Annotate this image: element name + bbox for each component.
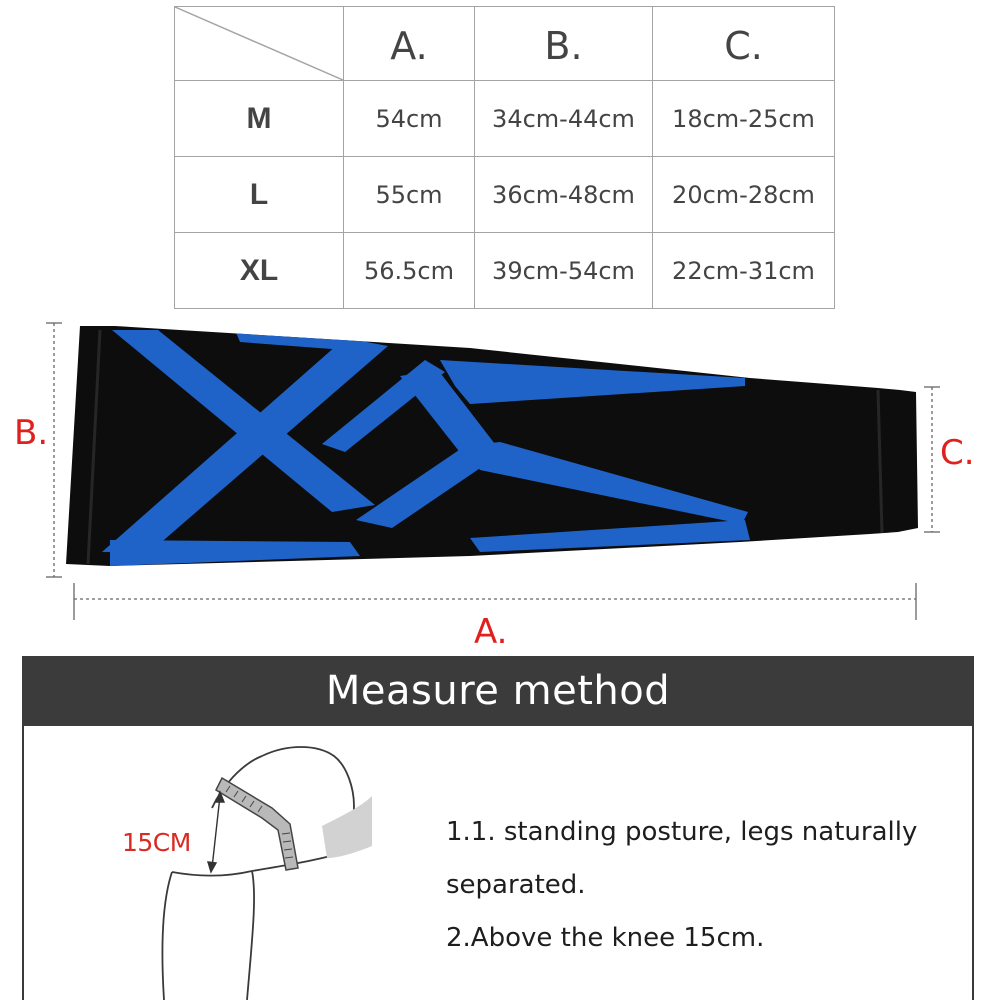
- size-label: XL: [175, 233, 344, 309]
- table-cell: 22cm-31cm: [653, 233, 835, 309]
- diagonal-divider: [175, 7, 343, 80]
- measuring-tape: [216, 778, 298, 870]
- dimension-c-line: [924, 387, 940, 532]
- measure-instructions: [446, 806, 966, 965]
- table-cell: 34cm-44cm: [475, 81, 653, 157]
- leg-outline: [162, 747, 354, 1000]
- dimension-label-a: A.: [474, 612, 508, 652]
- size-chart-table: [174, 6, 835, 309]
- sleeve-diagram: [0, 310, 1000, 650]
- table-cell: 20cm-28cm: [653, 157, 835, 233]
- measure-method-title: Measure method: [325, 668, 671, 714]
- compression-sleeve: [66, 326, 918, 566]
- column-header-b: B.: [475, 7, 653, 81]
- table-cell: 56.5cm: [344, 233, 475, 309]
- measure-method-panel: [22, 656, 974, 1000]
- table-cell: 55cm: [344, 157, 475, 233]
- dimension-label-c: C.: [940, 433, 975, 473]
- knee-measure-illustration: [102, 736, 402, 1000]
- table-cell: 18cm-25cm: [653, 81, 835, 157]
- instruction-step-1: 1.1. standing posture, legs naturally separated.: [446, 817, 918, 900]
- table-header-row: [175, 7, 835, 81]
- table-cell: 39cm-54cm: [475, 233, 653, 309]
- table-corner-cell: [175, 7, 344, 81]
- table-row: [175, 233, 835, 309]
- measure-arrow: [208, 792, 224, 872]
- instruction-step-2: 2.Above the knee 15cm.: [446, 923, 765, 953]
- table-cell: 36cm-48cm: [475, 157, 653, 233]
- table-row: [175, 81, 835, 157]
- table-row: [175, 157, 835, 233]
- size-label: L: [175, 157, 344, 233]
- dimension-b-line: [46, 323, 62, 577]
- size-label: M: [175, 81, 344, 157]
- column-header-a: A.: [344, 7, 475, 81]
- knee-measure-label: 15CM: [122, 828, 191, 857]
- leg-shading: [322, 796, 372, 858]
- measure-method-header: [24, 656, 972, 726]
- column-header-c: C.: [653, 7, 835, 81]
- dimension-label-b: B.: [14, 413, 49, 453]
- table-cell: 54cm: [344, 81, 475, 157]
